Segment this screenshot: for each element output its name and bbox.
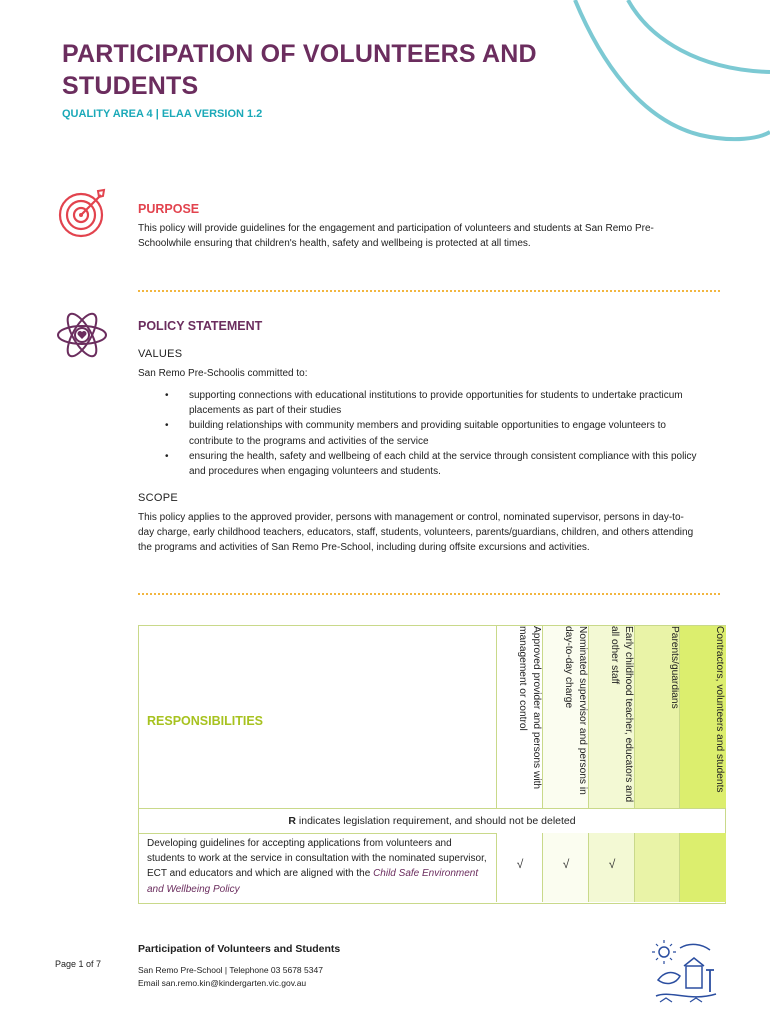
page-subtitle: QUALITY AREA 4 | ELAA VERSION 1.2 xyxy=(62,108,263,120)
section-divider xyxy=(138,290,720,292)
atom-heart-icon xyxy=(56,308,110,362)
table-cell: √ xyxy=(588,833,635,902)
column-header: Contractors, volunteers and students xyxy=(679,626,726,808)
page-number: Page 1 of 7 xyxy=(55,959,102,969)
values-heading: VALUES xyxy=(138,348,183,360)
policy-statement-heading: POLICY STATEMENT xyxy=(138,319,263,333)
table-cell: √ xyxy=(496,833,543,902)
purpose-heading: PURPOSE xyxy=(138,202,200,216)
values-list xyxy=(138,388,698,479)
target-icon xyxy=(55,185,111,241)
table-cell: √ xyxy=(542,833,589,902)
scope-text: This policy applies to the approved provider, persons with management or control, nominated supervisor, persons in day-to-day charge, early childhood teachers, educators, staff, students, volunteers, parents/guardians, children, and others attending the programs and activities of San Remo Pre-School, including during offsite excursions and activities. xyxy=(138,512,694,554)
footer-contact: San Remo Pre-School | Telephone 03 5678 5347 xyxy=(138,965,323,975)
section-divider xyxy=(138,593,720,595)
footer-email: Email san.remo.kin@kindergarten.vic.gov.au xyxy=(138,978,307,988)
preschool-logo xyxy=(650,940,722,1008)
column-header: Parents/guardians xyxy=(634,626,680,808)
scope-heading: SCOPE xyxy=(138,492,179,504)
list-item: • ensuring the health, safety and wellbeing of each child at the service through consistent compliance with this policy and procedures when engaging volunteers and students. xyxy=(165,450,697,478)
table-cell xyxy=(679,833,726,902)
column-header: Approved provider and persons with management or control xyxy=(496,626,543,808)
legend-row: R indicates legislation requirement, and should not be deleted xyxy=(139,808,725,834)
column-header: Early childhood teacher, educators and all other staff xyxy=(588,626,635,808)
list-item: • supporting connections with educational institutions to provide opportunities for students to undertake practicum placements as part of their studies xyxy=(165,390,683,417)
policy-link[interactable]: Child Safe Environment and Wellbeing Policy xyxy=(147,868,479,895)
purpose-text: This policy will provide guidelines for the engagement and participation of volunteers and students at San Remo Pre-Schoolwhile ensuring that children's health, safety and wellbeing is protected at all times. xyxy=(138,223,654,250)
list-item: • building relationships with community members and providing suitable opportunities to engage volunteers to contribute to the programs and activities of the service xyxy=(165,420,666,447)
responsibilities-heading: RESPONSIBILITIES xyxy=(147,714,263,728)
column-header: Nominated supervisor and persons in day-to-day charge xyxy=(542,626,589,808)
responsibilities-table xyxy=(138,625,726,904)
page-title: PARTICIPATION OF VOLUNTEERS AND STUDENTS xyxy=(62,40,537,100)
table-row: Developing guidelines for accepting applications from volunteers and students to work at the service in consultation with the nominated supervisor, ECT and educators and which are aligned with the Child Safe Environment and Wellbeing Policy xyxy=(147,838,487,895)
values-intro: San Remo Pre-Schoolis committed to: xyxy=(138,368,308,379)
table-cell xyxy=(634,833,680,902)
footer-title: Participation of Volunteers and Students xyxy=(138,943,341,955)
